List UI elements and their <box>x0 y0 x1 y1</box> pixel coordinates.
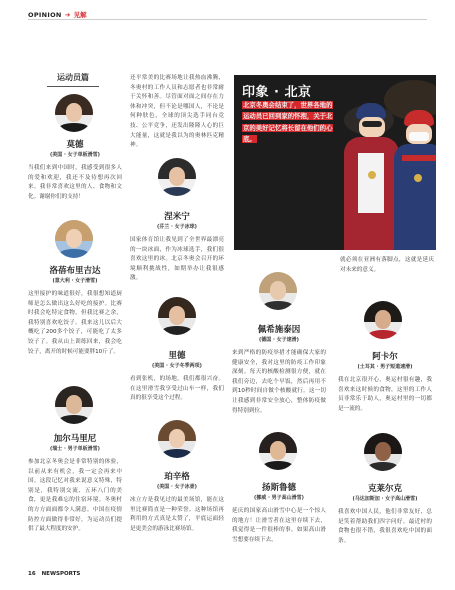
title-underline <box>47 86 99 87</box>
athlete-role: (马达加斯加 · 女子高山滑雪) <box>352 496 418 502</box>
avatar-galmarini <box>55 386 93 424</box>
athlete-name: 佩希施泰因 <box>257 325 301 335</box>
page-title <box>28 72 118 87</box>
athlete-quote: 冰立方是我见过的最美场馆，能在这里比赛简直是一种荣誉。这种场馆再利用的方式真是太赞了，平底运面轻是更美会的游泳比赛场馆。 <box>130 497 224 532</box>
section-label-cn: 见解 <box>73 11 87 19</box>
athlete-quote: 延庆的国家高山滑雪中心是一个惊人的地方！让滑雪者在这里存续下去，我觉得是一件很棒的事。如果高山滑雪想要存续下去， <box>232 508 326 543</box>
avatar-nieminen <box>158 158 196 196</box>
athlete-role: (瑞士 · 男子单板滑雪) <box>50 446 100 452</box>
athlete-quote: 我在北京很开心，奥运村很有趣，我喜欢来这时候的食物，这里的工作人员非常乐于助人，奥运村里的一切都是一流的。 <box>338 377 432 412</box>
athlete-quote-continued: 就必须在亚洲有落脚点，这就是延庆对未来的意义。 <box>340 257 434 273</box>
athlete-quote: 当我们来到中国时，我感受到很多人的爱和欢迎，我还不及待想再次回来。我非常喜欢这里的人、食物和文化。谢谢你们的支持！ <box>28 165 122 200</box>
athlete-name: 莫德 <box>66 140 84 150</box>
avatar-pechstein <box>259 272 297 310</box>
page-number: 16 <box>28 571 36 577</box>
athlete-role: (美国 · 女子冬季两项) <box>152 363 202 369</box>
athlete-name: 珀辛格 <box>164 472 190 482</box>
avatar-maude <box>55 94 93 132</box>
athlete-role: (美国 · 女子冰壶) <box>157 484 197 490</box>
arrow-icon: ➔ <box>64 11 71 19</box>
hero-photo <box>234 75 436 250</box>
athlete-name: 扬斯鲁德 <box>261 483 296 493</box>
avatar-acar <box>364 301 402 339</box>
section-header <box>28 10 87 19</box>
avatar-jansrud <box>259 432 297 470</box>
avatar-brignone <box>55 220 93 258</box>
page-footer <box>28 571 80 577</box>
athlete-role: (美国 · 女子单板滑雪) <box>50 152 100 158</box>
athlete-figure-2 <box>394 110 436 250</box>
athlete-name: 里德 <box>168 351 186 361</box>
athlete-quote: 国家体育馆让我见到了全世界最漂亮的一块冰面，作为冰球选手，我们很喜欢这里的冰。北京冬奥会召开的环境顺利挑战性，如期举办让我很感激。 <box>130 237 224 282</box>
avatar-persinger <box>158 420 196 458</box>
athlete-name: 克莱尔克 <box>367 484 402 494</box>
photo-caption-text: 北京冬奥会结束了，世界各地的运动员已回到家的怀抱，关于北京的美好记忆将长留在他们的心底。 <box>243 101 333 143</box>
athlete-name: 加尔马里尼 <box>53 434 97 444</box>
magazine-name: NEWSPORTS <box>41 571 81 577</box>
athlete-figure-1 <box>344 103 399 250</box>
athlete-role: (意大利 · 女子滑雪) <box>52 278 98 284</box>
header-divider <box>28 19 427 20</box>
photo-caption <box>242 100 338 145</box>
athlete-name: 阿卡尔 <box>372 352 398 362</box>
athlete-quote: 我喜欢中国人民，他们非常友好，总是笑着帮助我们四字问好。最近村的食物也很不错，我很喜欢吃中国的面条。 <box>338 509 432 544</box>
athlete-quote: 来到严格的防疫举措才能确保大家的健康安全，我对这里的防疫工作印象深刻。每天的核酸检测很方便，就在我们旁边，去吃个早饭，然后再用不到10秒时间自做个核酸就行。这一切让我感到非常安全放心，整体防疫做得特别到位。 <box>232 350 326 414</box>
athlete-quote: 看到张机，的场地，我们都很兴奋。在这里滑雪我享受过山车一样，我们真的很享受这个过程。 <box>130 376 224 402</box>
avatar-reid <box>158 297 196 335</box>
photo-title: 印象 · 北京 <box>242 85 312 100</box>
athlete-role: (挪威 · 男子高山滑雪) <box>254 495 304 501</box>
athlete-quote: 参加北京冬奥会是非常特别的体验，以前从来有机会，我一定会再来中国。这段记忆对我来说意义特殊，特别是，我特别交流、五环八门的美食，更是我难忘的住宿环境。冬奥村的方方面面都令人满意。中国在疫情防控方面做得非常好，为运动员们提供了最大程度的安护。 <box>28 459 122 533</box>
athlete-name: 涅米宁 <box>164 212 190 222</box>
athlete-role: (芬兰 · 女子冰球) <box>157 224 197 230</box>
athlete-quote-continued: 还平常美的比赛场地让我热血沸腾，冬奥村的工作人员和志愿者也非常耐于关怀和善。尽管面对面之间存在力体和冲突，但不论是哪国人，不论是何种肤色，全球的顶尖选手同台竞技、公平竞争，还发出隆隆人心的巨大能量，这就是我以为的奥林匹克精神。 <box>130 75 224 149</box>
section-label-en: OPINION <box>28 11 62 19</box>
athlete-role: (土耳其 · 男子短道速滑) <box>357 364 413 370</box>
page-title-text: 运动员篇 <box>57 73 89 82</box>
athlete-name: 洛蓓布里吉达 <box>49 266 101 276</box>
athlete-role: (德国 · 女子速滑) <box>259 337 299 343</box>
athlete-quote: 这里接护的味道很好，我很想知道厨师是怎么做出这么好吃的接护。比赛时我会吃特定食物，但我比赛之余，我特别喜欢吃饺子。我来这儿以后大概吃了200多个饺子，可能吃了太多饺子了。我从山上训练回来，我会吃饺子，离开的时候可能要胖10斤了。 <box>28 291 122 355</box>
avatar-clerc <box>364 433 402 471</box>
